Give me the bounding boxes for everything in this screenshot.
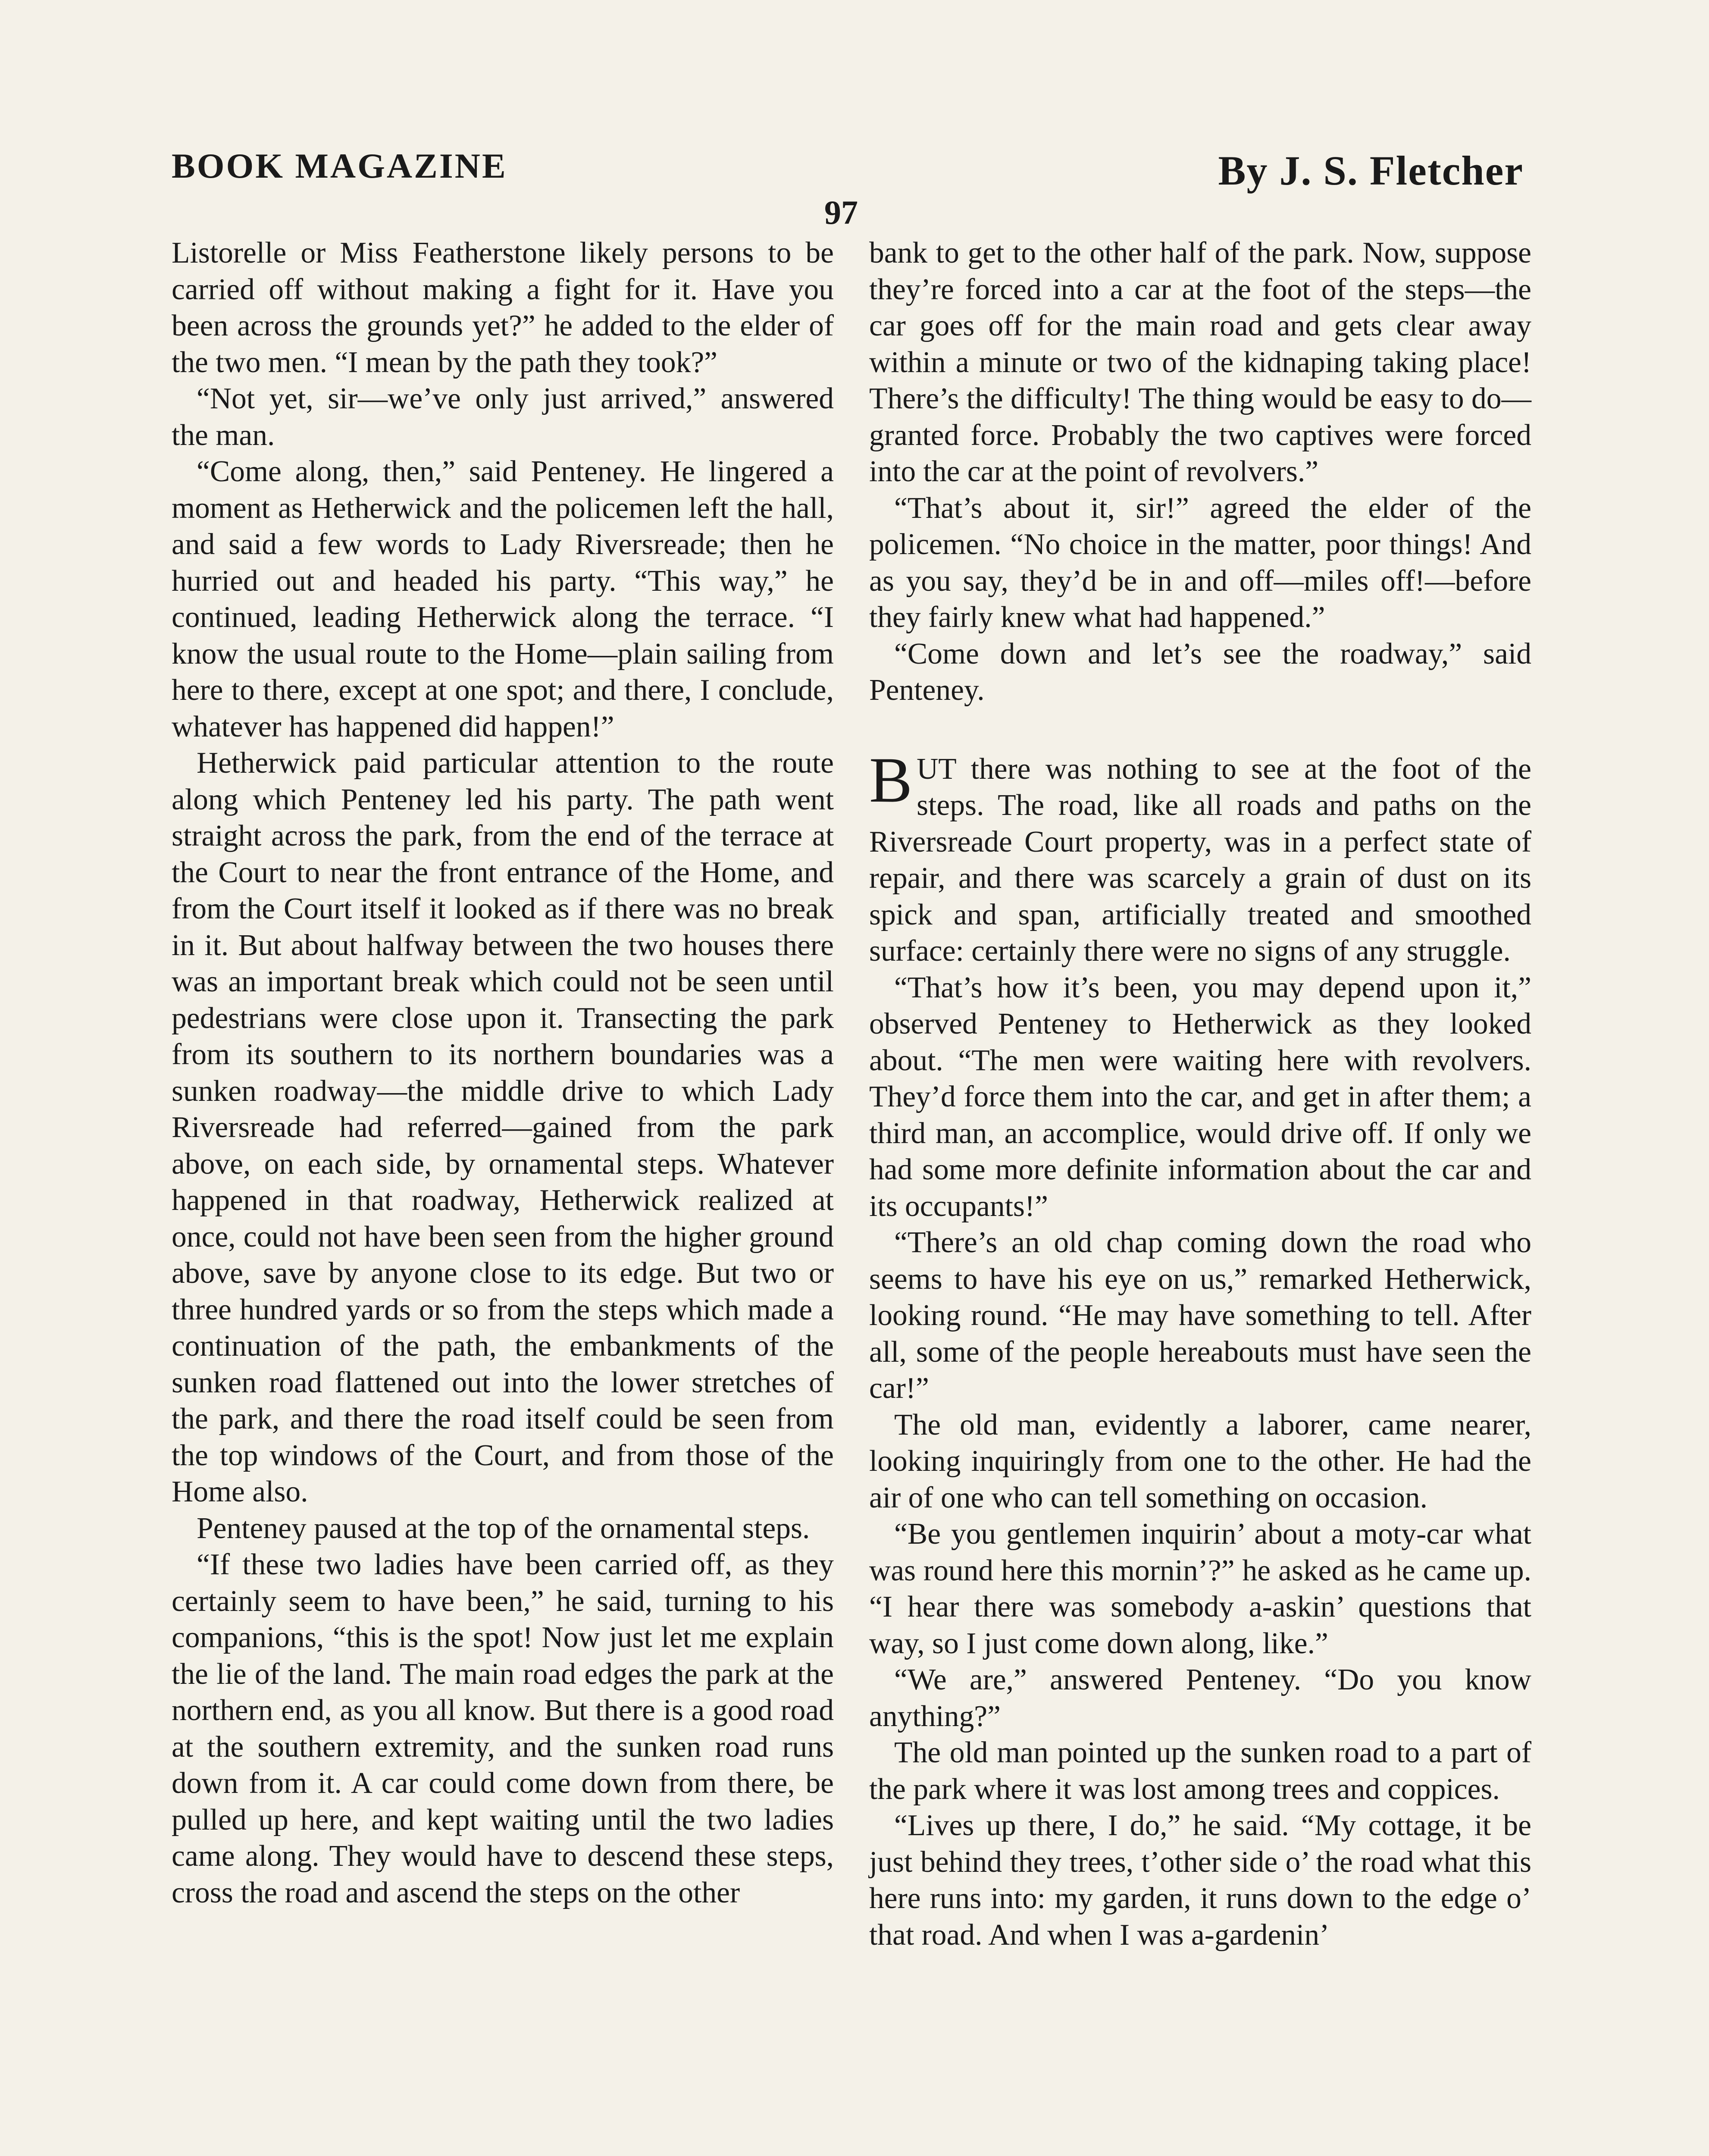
paragraph: “If these two ladies have been carried off, as they certainly seem to have been,” he said, turning to his companions, “this is the spot! Now just let me explain the lie of the land. The main road edges the park at the northern end, as you all know. But there is a good road at the southern extremity, and the sunken road runs down from it. A car could come down from there, be pulled up here, and kept waiting until the two ladies came along. They would have to descend these steps, cross the road and ascend the steps on the other	[172, 1548, 834, 1909]
paragraph: “Lives up there, I do,” he said. “My cottage, it be just behind they trees, t’other side o’ the road what this here runs into: my garden, it runs down to the edge o’ that road. And when I was a-gardenin’	[869, 1809, 1531, 1952]
paragraph: “Come along, then,” said Penteney. He lingered a moment as Hetherwick and the policemen left the hall, and said a few words to Lady Riversreade; then he hurried out and headed his party. “This way,” he continued, leading Hetherwick along the terrace. “I know the usual route to the Home—plain sailing from here to there, except at one spot; and there, I conclude, whatever has happened did happen!”	[172, 455, 834, 743]
section-break	[869, 709, 1531, 751]
paragraph: “Not yet, sir—we’ve only just arrived,” answered the man.	[172, 382, 834, 452]
paragraph: “That’s how it’s been, you may depend upon it,” observed Penteney to Hetherwick as they looked about. “The men were waiting here with revolvers. They’d force them into the car, and get in after them; a third man, an accomplice, would drive off. If only we had some more definite information about the car and its occupants!”	[869, 971, 1531, 1223]
left-column	[172, 235, 834, 1911]
paragraph: “We are,” answered Penteney. “Do you know anything?”	[869, 1663, 1531, 1733]
paragraph: “Be you gentlemen inquirin’ about a moty-car what was round here this mornin’?” he asked as he came up. “I hear there was somebody a-askin’ questions that way, so I just come down along, like.”	[869, 1517, 1531, 1660]
page-number: 97	[824, 194, 858, 231]
paragraph: “There’s an old chap coming down the road who seems to have his eye on us,” remarked Hetherwick, looking round. “He may have something to tell. After all, some of the people hereabouts must have seen the car!”	[869, 1226, 1531, 1405]
drop-cap: B	[869, 744, 913, 816]
paragraph: The old man, evidently a laborer, came nearer, looking inquiringly from one to the other. He had the air of one who can tell something on occasion.	[869, 1408, 1531, 1514]
paragraph: “That’s about it, sir!” agreed the elder of the policemen. “No choice in the matter, poor things! And as you say, they’d be in and off—miles off!—before they fairly knew what had happened.”	[869, 491, 1531, 634]
author-byline: By J. S. Fletcher	[1218, 147, 1524, 194]
paragraph: Listorelle or Miss Featherstone likely persons to be carried off without making a fight for it. Have you been across the grounds yet?” he added to the elder of the two men. “I mean by the path they took?”	[172, 236, 834, 379]
paragraph: The old man pointed up the sunken road to a part of the park where it was lost among trees and coppices.	[869, 1736, 1531, 1806]
right-column	[869, 235, 1531, 1953]
drop-cap-paragraph	[869, 744, 1531, 970]
paragraph: bank to get to the other half of the park. Now, suppose they’re forced into a car at the foot of the steps—the car goes off for the main road and gets clear away within a minute or two of the kidnaping taking place! There’s the difficulty! The thing would be easy to do—granted force. Probably the two captives were forced into the car at the point of revolvers.”	[869, 236, 1531, 488]
paragraph: “Come down and let’s see the roadway,” said Penteney.	[869, 637, 1531, 707]
paragraph-text: there was nothing to see at the foot of the steps. The road, like all roads and paths on the Riversreade Court property, was in a perfect state of repair, and there was scarcely a grain of dust on its spick and span, artificially treated and smoothed surface: certainly there were no signs of any struggle.	[869, 752, 1531, 968]
paragraph: Hetherwick paid particular attention to the route along which Penteney led his party. The path went straight across the park, from the end of the terrace at the Court to near the front entrance of the Home, and from the Court itself it looked as if there was no break in it. But about halfway between the two houses there was an important break which could not be seen until pedestrians were close upon it. Transecting the park from its southern to its northern boundaries was a sunken roadway—the middle drive to which Lady Riversreade had referred—gained from the park above, on each side, by ornamental steps. Whatever happened in that roadway, Hetherwick realized at once, could not have been seen from the higher ground above, save by anyone close to its edge. But two or three hundred yards or so from the steps which made a continuation of the path, the embankments of the sunken road flattened out into the lower stretches of the park, and there the road itself could be seen from the top windows of the Court, and from those of the Home also.	[172, 746, 834, 1508]
magazine-title: BOOK MAGAZINE	[172, 146, 507, 185]
drop-cap-continuation: UT	[917, 752, 956, 786]
paragraph: Penteney paused at the top of the ornamental steps.	[197, 1511, 810, 1545]
